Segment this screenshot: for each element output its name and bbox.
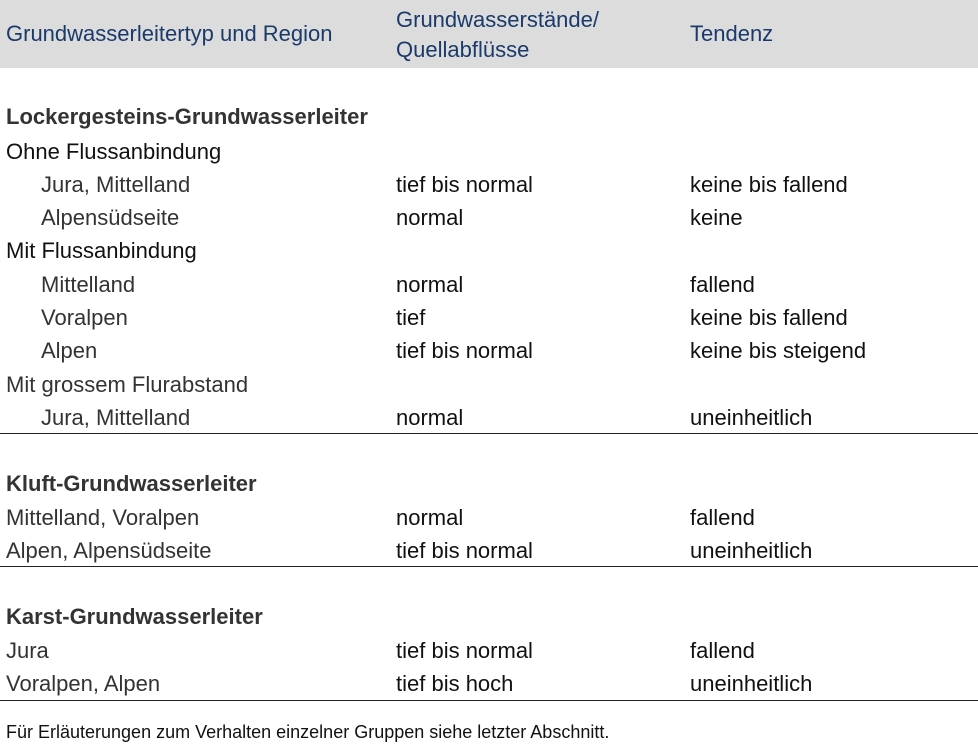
trend-cell: uneinheitlich: [690, 671, 813, 696]
header-levels-line1: Grundwasserstände/: [396, 7, 599, 32]
group-row: [0, 135, 978, 168]
group-label: Ohne Flussanbindung: [6, 139, 222, 164]
region-cell: Alpen, Alpensüdseite: [6, 538, 212, 563]
table-row: [0, 534, 978, 567]
trend-cell: keine: [690, 205, 743, 230]
section-divider: [0, 566, 978, 567]
group-row: [0, 234, 978, 267]
table-row: [0, 667, 978, 700]
level-cell: normal: [396, 405, 464, 430]
table-header: [0, 0, 978, 68]
region-cell: Mittelland, Voralpen: [6, 505, 200, 530]
header-levels-line2: Quellabflüsse: [396, 37, 530, 62]
region-cell: Mittelland: [41, 272, 136, 297]
header-levels: [396, 5, 599, 65]
group-label: Mit Flussanbindung: [6, 238, 197, 263]
level-cell: tief bis normal: [396, 638, 533, 663]
level-cell: normal: [396, 505, 464, 530]
table-row: [0, 201, 978, 234]
section-title: Kluft-Grundwasserleiter: [6, 471, 257, 496]
table-row: [0, 301, 978, 334]
table-row: [0, 334, 978, 367]
region-cell: Jura: [6, 638, 49, 663]
group-label: Mit grossem Flurabstand: [6, 372, 249, 397]
level-cell: normal: [396, 205, 464, 230]
region-cell: Alpen: [41, 338, 98, 363]
trend-cell: fallend: [690, 272, 755, 297]
table-row: [0, 501, 978, 534]
section-divider: [0, 700, 978, 701]
table-row: [0, 401, 978, 434]
header-trend: Tendenz: [690, 21, 774, 46]
region-cell: Jura, Mittelland: [41, 172, 191, 197]
trend-cell: keine bis steigend: [690, 338, 867, 363]
level-cell: tief bis normal: [396, 338, 533, 363]
section-row-lockergestein: [0, 100, 978, 133]
trend-cell: keine bis fallend: [690, 305, 848, 330]
table-row: [0, 268, 978, 301]
level-cell: tief bis hoch: [396, 671, 514, 696]
trend-cell: fallend: [690, 638, 755, 663]
footnote: Für Erläuterungen zum Verhalten einzelner Gruppen siehe letzter Abschnitt.: [6, 722, 610, 742]
section-title: Lockergesteins-Grundwasserleiter: [6, 104, 368, 129]
region-cell: Jura, Mittelland: [41, 405, 191, 430]
section-divider: [0, 433, 978, 434]
level-cell: tief: [396, 305, 426, 330]
trend-cell: keine bis fallend: [690, 172, 848, 197]
trend-cell: uneinheitlich: [690, 405, 813, 430]
level-cell: tief bis normal: [396, 172, 533, 197]
trend-cell: uneinheitlich: [690, 538, 813, 563]
level-cell: tief bis normal: [396, 538, 533, 563]
section-title: Karst-Grundwasserleiter: [6, 604, 263, 629]
section-row-kluft: [0, 467, 978, 500]
region-cell: Voralpen: [41, 305, 128, 330]
group-row: [0, 368, 978, 401]
trend-cell: fallend: [690, 505, 755, 530]
region-cell: Voralpen, Alpen: [6, 671, 161, 696]
section-row-karst: [0, 600, 978, 633]
region-cell: Alpensüdseite: [41, 205, 180, 230]
table-row: [0, 168, 978, 201]
header-type-region: Grundwasserleitertyp und Region: [6, 21, 333, 46]
level-cell: normal: [396, 272, 464, 297]
table-row: [0, 634, 978, 667]
